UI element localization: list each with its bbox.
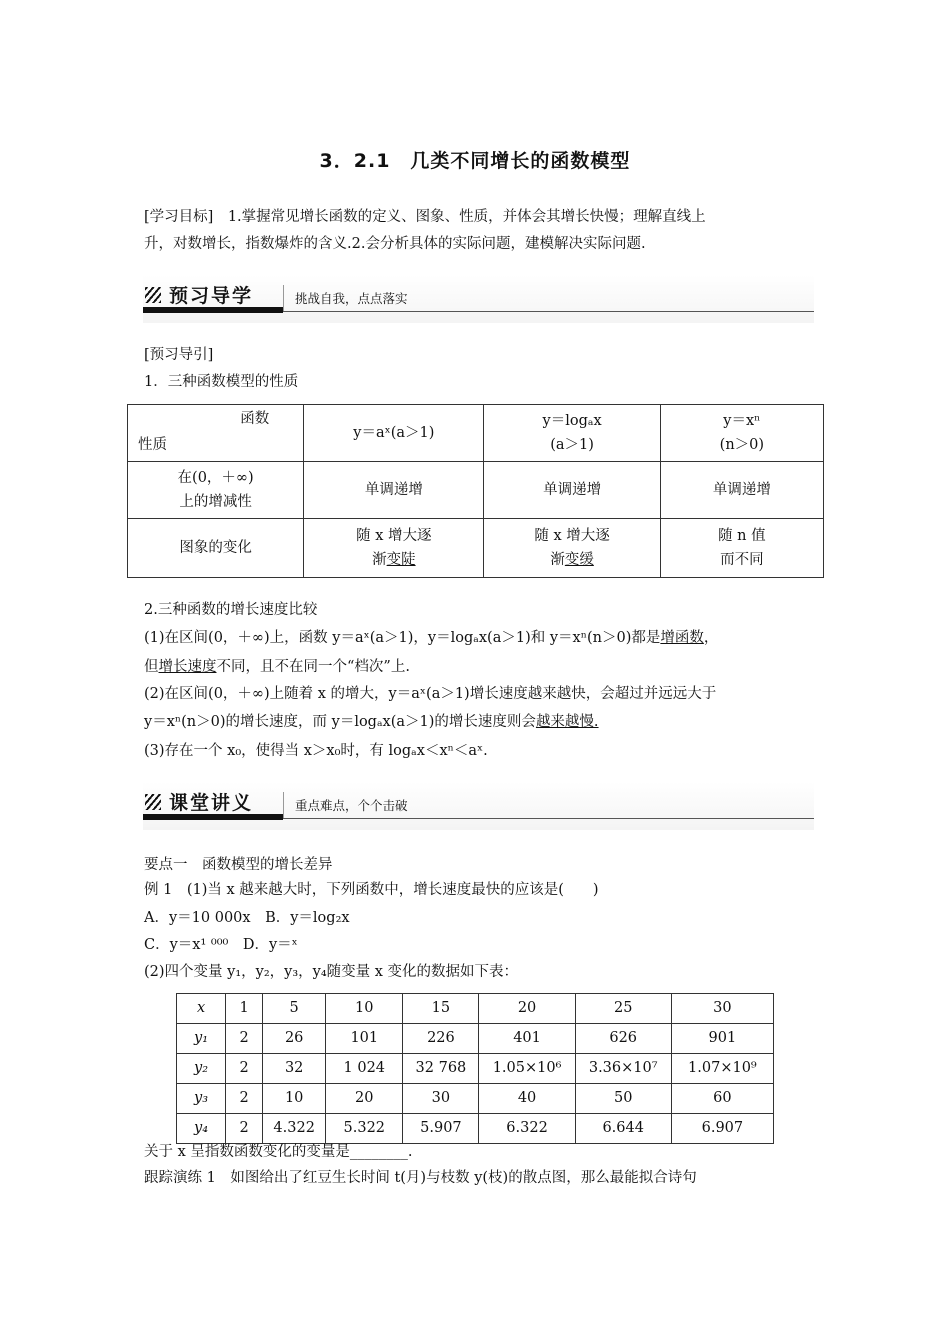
- section2-heading: 2.三种函数的增长速度比较: [144, 602, 318, 618]
- row-monotonic-head-top: 在(0，＋∞): [177, 470, 254, 486]
- text: (1)在区间(0，＋∞)上，函数 y＝aˣ(a＞1)，y＝logₐx(a＞1)和 y＝xⁿ(n＞0)都是: [144, 630, 661, 646]
- example1-options-ab: A．y＝10 000x B．y＝log₂x: [144, 910, 350, 926]
- table-cell: 2: [226, 1054, 263, 1084]
- table-cell: 30: [403, 1084, 479, 1114]
- header-power: [660, 405, 823, 462]
- row-monotonic-head-bottom: 上的增减性: [179, 494, 252, 510]
- table-cell: 4.322: [263, 1114, 326, 1144]
- table-cell: 2: [226, 1084, 263, 1114]
- text: 不同，且不在同一个“档次”上.: [216, 659, 410, 675]
- banner-subtitle: 挑战自我，点点落实: [295, 291, 408, 306]
- header-log-bottom: (a＞1): [550, 437, 594, 453]
- table-cell: 2: [226, 1114, 263, 1144]
- stripes-icon: [145, 287, 161, 303]
- corner-top: 函数: [240, 411, 270, 427]
- table-cell: 6.907: [671, 1114, 773, 1144]
- table-cell: 626: [575, 1024, 671, 1054]
- table-cell: 60: [671, 1084, 773, 1114]
- table-cell: 30: [671, 994, 773, 1024]
- cell-graph-exp: [304, 519, 484, 578]
- text: 渐: [550, 552, 565, 568]
- table-cell: 25: [575, 994, 671, 1024]
- table-cell: 5.907: [403, 1114, 479, 1144]
- cell-graph-exp-bottom: [304, 548, 483, 572]
- stripes-icon: [145, 794, 161, 810]
- example1-question2: (2)四个变量 y₁，y₂，y₃，y₄随变量 x 变化的数据如下表：: [144, 964, 519, 980]
- underlined-answer: 越来越慢.: [535, 714, 599, 730]
- table-cell: 10: [326, 994, 403, 1024]
- header-log-top: y＝logₐx: [542, 413, 602, 429]
- cell-graph-log-top: 随 x 增大逐: [534, 528, 610, 544]
- section2-p5: (3)存在一个 x₀，使得当 x＞x₀时，有 logₐx＜xⁿ＜aˣ.: [144, 743, 488, 759]
- banner-rule: [283, 311, 814, 312]
- table-row: [177, 1084, 774, 1114]
- table-cell: 401: [479, 1024, 575, 1054]
- banner-divider: [283, 792, 284, 818]
- banner-bar: [143, 307, 283, 313]
- cell-graph-power: [660, 519, 823, 578]
- table-cell: 2: [226, 1024, 263, 1054]
- table-cell: 20: [326, 1084, 403, 1114]
- cell-graph-log: [484, 519, 660, 578]
- row-monotonic-head: [128, 462, 304, 519]
- data-table: [176, 993, 774, 1144]
- table-cell: y₂: [177, 1054, 226, 1084]
- corner-bottom: 性质: [138, 437, 167, 453]
- table-cell: y₁: [177, 1024, 226, 1054]
- banner-bar: [143, 814, 283, 820]
- text: 渐: [372, 552, 387, 568]
- table-cell: 40: [479, 1084, 575, 1114]
- cell-monotonic-exp: 单调递增: [304, 462, 484, 519]
- cell-graph-exp-top: 随 x 增大逐: [356, 528, 432, 544]
- underlined-answer: 变缓: [564, 552, 594, 568]
- lecture-banner: [143, 782, 814, 830]
- section2-p2: [144, 656, 814, 678]
- table-cell: 901: [671, 1024, 773, 1054]
- table-cell: 32: [263, 1054, 326, 1084]
- row-graph-head: 图象的变化: [128, 519, 304, 578]
- header-log: [484, 405, 660, 462]
- cell-monotonic-power: 单调递增: [660, 462, 823, 519]
- text: y＝xⁿ(n＞0)的增长速度，而 y＝logₐx(a＞1)的增长速度则会: [144, 714, 536, 730]
- section2-p3: (2)在区间(0，＋∞)上随着 x 的增大，y＝aˣ(a＞1)增长速度越来越快，会超过并远远大于: [144, 686, 717, 702]
- banner-subtitle: 重点难点，个个击破: [295, 798, 408, 813]
- underlined-answer: 增长速度: [158, 659, 217, 675]
- table-cell: 1.05×10⁶: [479, 1054, 575, 1084]
- table-cell: 3.36×10⁷: [575, 1054, 671, 1084]
- table-cell: 226: [403, 1024, 479, 1054]
- example1-after-text: 关于 x 呈指数函数变化的变量是________.: [144, 1144, 413, 1160]
- page-title: 3．2.1 几类不同增长的函数模型: [319, 150, 631, 172]
- table-cell: 26: [263, 1024, 326, 1054]
- table-cell: 1.07×10⁹: [671, 1054, 773, 1084]
- preview-label: [预习导引]: [144, 347, 214, 363]
- table-cell: 10: [263, 1084, 326, 1114]
- table-cell: 50: [575, 1084, 671, 1114]
- banner-title: 预习导学: [169, 285, 254, 307]
- table-cell: 1 024: [326, 1054, 403, 1084]
- table-cell: 32 768: [403, 1054, 479, 1084]
- table-row: [177, 994, 774, 1024]
- cell-monotonic-log: 单调递增: [484, 462, 660, 519]
- section2-p4: [144, 711, 814, 733]
- table-row: [177, 1024, 774, 1054]
- banner-title: 课堂讲义: [169, 792, 254, 814]
- example1-options-cd: C．y＝x¹ ⁰⁰⁰ D．y＝ˣ: [144, 937, 298, 953]
- table-cell: y₄: [177, 1114, 226, 1144]
- table-cell: y₃: [177, 1084, 226, 1114]
- practice1-text: 跟踪演练 1 如图给出了红豆生长时间 t(月)与枝数 y(枝)的散点图，那么最能拟合诗句: [144, 1170, 697, 1186]
- section1-heading: 1．三种函数模型的性质: [144, 374, 299, 390]
- header-power-bottom: (n＞0): [719, 437, 765, 453]
- header-exp: y＝aˣ(a＞1): [304, 405, 484, 462]
- table-row: [177, 1054, 774, 1084]
- text: 但: [144, 659, 159, 675]
- objectives-line-1: [学习目标] 1.掌握常见增长函数的定义、图象、性质，并体会其增长快慢；理解直线上: [144, 209, 706, 225]
- table-cell: 15: [403, 994, 479, 1024]
- properties-table: [127, 404, 824, 578]
- text: ，: [703, 630, 719, 646]
- cell-graph-power-bottom: 而不同: [720, 552, 764, 568]
- key-point-heading: 要点一 函数模型的增长差异: [144, 857, 333, 873]
- preview-banner: [143, 275, 814, 323]
- table-row: [177, 1114, 774, 1144]
- table-cell: 6.322: [479, 1114, 575, 1144]
- table-cell: 5: [263, 994, 326, 1024]
- section2-p1: [144, 627, 814, 649]
- table-cell: 5.322: [326, 1114, 403, 1144]
- table-cell: 20: [479, 994, 575, 1024]
- example1-question1: 例 1 (1)当 x 越来越大时，下列函数中，增长速度最快的应该是( ): [144, 882, 599, 898]
- table-cell: x: [177, 994, 226, 1024]
- banner-divider: [283, 285, 284, 311]
- table-cell: 101: [326, 1024, 403, 1054]
- table-cell: 1: [226, 994, 263, 1024]
- banner-rule: [283, 818, 814, 819]
- underlined-answer: 变陡: [386, 552, 416, 568]
- cell-graph-log-bottom: [484, 548, 659, 572]
- header-power-top: y＝xⁿ: [723, 413, 761, 429]
- table-cell: 6.644: [575, 1114, 671, 1144]
- objectives-line-2: 升，对数增长，指数爆炸的含义.2.会分析具体的实际问题，建模解决实际问题.: [144, 236, 646, 252]
- corner-cell: [128, 405, 304, 462]
- cell-graph-power-top: 随 n 值: [718, 528, 766, 544]
- underlined-answer: 增函数: [660, 630, 704, 646]
